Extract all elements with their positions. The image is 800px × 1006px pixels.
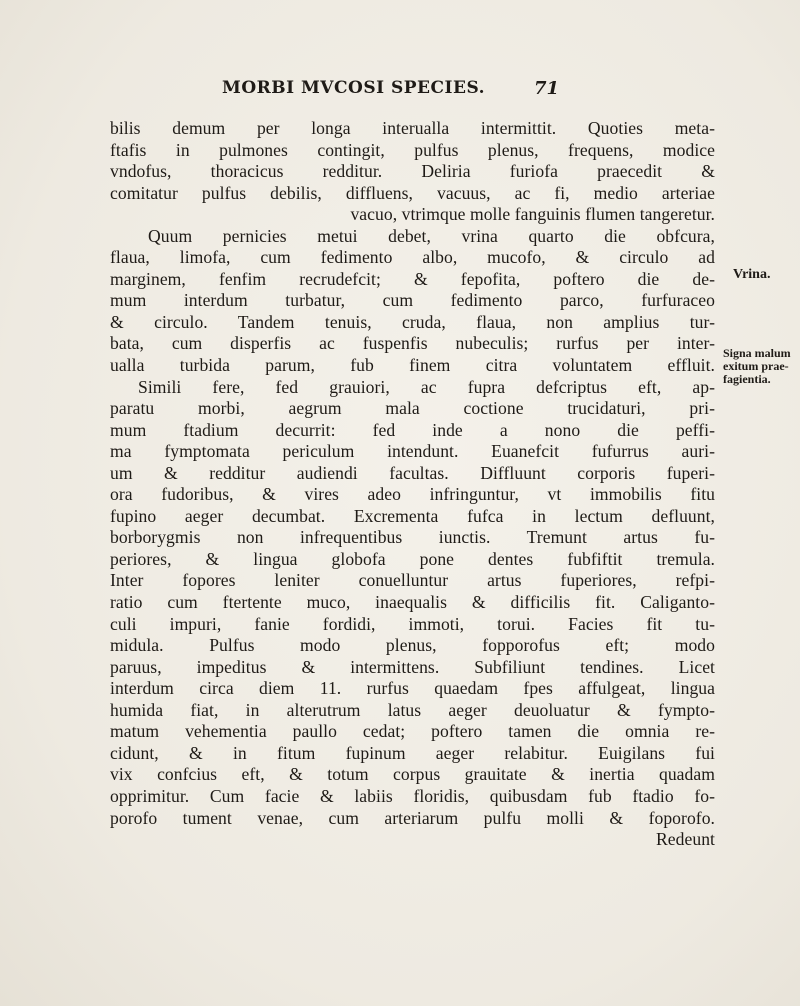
margin-note-signa: [723, 347, 791, 386]
text-line: humida fiat, in alterutrum latus aeger deuoluatur & fympto-: [110, 699, 715, 720]
margin-note-signa-line: fagientia.: [723, 372, 771, 386]
text-line: ftafis in pulmones contingit, pulfus plenus, frequens, modice: [110, 139, 715, 160]
text-line: comitatur pulfus debilis, diffluens, vacuus, ac fi, medio arteriae: [110, 182, 715, 203]
text-line: mum ftadium decurrit: fed inde a nono die peffi-: [110, 419, 715, 440]
text-line: bata, cum disperfis ac fuspenfis nubeculis; rurfus per inter-: [110, 333, 715, 354]
page-header: [0, 78, 800, 104]
body-text: [110, 118, 715, 851]
text-line: mum interdum turbatur, cum fedimento parco, furfuraceo: [110, 290, 715, 311]
text-line: periores, & lingua globofa pone dentes fubfiftit tremula.: [110, 548, 715, 569]
margin-note-urina: Vrina.: [733, 267, 771, 282]
margin-note-signa-line: exitum prae-: [723, 359, 789, 373]
text-line: fupino aeger decumbat. Excrementa fufca in lectum defluunt,: [110, 505, 715, 526]
text-line: marginem, fenfim recrudefcit; & fepofita, poftero die de-: [110, 268, 715, 289]
text-line: porofo tument venae, cum arteriarum pulfu molli & foporofo.: [110, 807, 715, 828]
text-line: ora fudoribus, & vires adeo infringuntur, vt immobilis fitu: [110, 484, 715, 505]
text-line: ma fymptomata periculum intendunt. Euanefcit fufurrus auri-: [110, 441, 715, 462]
text-line: ratio cum ftertente muco, inaequalis & difficilis fit. Caliganto-: [110, 592, 715, 613]
text-line: vacuo, vtrimque molle fanguinis flumen tangeretur.: [350, 204, 715, 225]
text-line: vndofus, thoracicus redditur. Deliria furiofa praecedit &: [110, 161, 715, 182]
running-title: MORBI MVCOSI SPECIES.: [222, 78, 486, 98]
text-line: culi impuri, fanie fordidi, immoti, torui. Facies fit tu-: [110, 613, 715, 634]
text-line: paratu morbi, aegrum mala coctione trucidaturi, pri-: [110, 398, 715, 419]
margin-note-signa-line: Signa malum: [723, 346, 791, 360]
text-line: midula. Pulfus modo plenus, fopporofus eft; modo: [110, 635, 715, 656]
text-line: borborygmis non infrequentibus iunctis. Tremunt artus fu-: [110, 527, 715, 548]
catchword: Redeunt: [656, 829, 715, 850]
text-line: cidunt, & in fitum fupinum aeger relabitur. Euigilans fui: [110, 742, 715, 763]
text-line: Simili fere, fed grauiori, ac fupra defcriptus eft, ap-: [138, 376, 715, 397]
text-line: opprimitur. Cum facie & labiis floridis, quibusdam fub ftadio fo-: [110, 785, 715, 806]
text-line: um & redditur audiendi facultas. Diffluunt corporis fuperi-: [110, 462, 715, 483]
text-line: vix confcius eft, & totum corpus grauitate & inertia quadam: [110, 764, 715, 785]
text-line: flaua, limofa, cum fedimento albo, mucofo, & circulo ad: [110, 247, 715, 268]
text-line: paruus, impeditus & intermittens. Subfiliunt tendines. Licet: [110, 656, 715, 677]
text-line: matum vehementia paullo cedat; poftero tamen die omnia re-: [110, 721, 715, 742]
text-line: interdum circa diem 11. rurfus quaedam fpes affulgeat, lingua: [110, 678, 715, 699]
text-line: Quum pernicies metui debet, vrina quarto die obfcura,: [148, 225, 715, 246]
text-line: bilis demum per longa interualla intermittit. Quoties meta-: [110, 118, 715, 138]
text-line: ualla turbida parum, fub finem citra voluntatem effluit.: [110, 355, 715, 376]
text-line: & circulo. Tandem tenuis, cruda, flaua, non amplius tur-: [110, 311, 715, 332]
page-number: 71: [534, 78, 560, 99]
text-line: Inter fopores leniter conuelluntur artus fuperiores, refpi-: [110, 570, 715, 591]
